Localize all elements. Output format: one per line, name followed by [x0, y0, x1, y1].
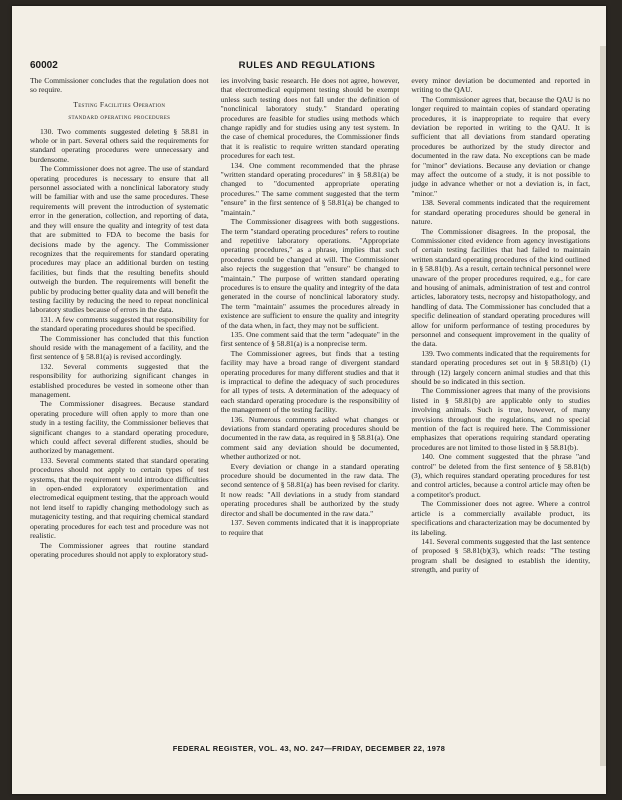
paragraph: 138. Several comments indicated that the requirement for standard operating procedures should be general in nature. — [411, 198, 591, 227]
column-2 — [221, 76, 400, 736]
paragraph: 132. Several comments suggested that the responsibility for authorizing significant changes in established procedures be vested in someone other than management. — [30, 361, 209, 399]
paragraph: The Commissioner disagrees. In the proposal, the Commissioner cited evidence from agency investigations of certain testing facilities that had failed to maintain written standard operating procedures of the kind outlined in § 58.81(b). As a result, certain technical personnel were unaware of the proper procedures required, e.g., for care and housing of animals, administration of test and control articles, laboratory tests, necropsy and histopathology, and handling of data. The Commissioner has concluded that a specific delineation of standard operating procedures will allow for uniform performance of testing procedures by personnel and consequent improvement in the quality of the data. — [411, 226, 591, 349]
paragraph: 135. One comment said that the term "adequate" in the first sentence of § 58.81(a) is a nonprecise term. — [220, 329, 400, 349]
text-columns — [30, 76, 590, 736]
page-header — [30, 60, 584, 74]
paragraph: 130. Two comments suggested deleting § 58.81 in whole or in part. Several others said the requirements for standard operating procedures were unnecessary and burdensome. — [30, 126, 209, 164]
paragraph: The Commissioner does not agree. The use of standard operating procedures is necessary to ensure that all personnel associated with a nonclinical laboratory study will be familiar with and use the same procedures. These requirements will prevent the introduction of systematic error in the generation, collection, and reporting of data, and they will ensure the quality and integrity of test data that are submitted to FDA to become the basis for decisions made by the agency. The Commissioner recognizes that the requirements for standard operating procedures may place an additional burden on testing facilities, but finds that the resulting benefits should outweigh the burden. The requirements will benefit the public by producing better quality data and will benefit the testing facility by reducing the need to repeat nonclinical laboratory studies because of errors in the data. — [30, 164, 209, 315]
paragraph: Every deviation or change in a standard operating procedure should be documented in the raw data. The second sentence of § 58.81(a) has been revised for clarity. It now reads: "All deviations in a study from standard operating procedures shall be authorized by the study director and shall be documented in the raw data." — [220, 461, 400, 518]
paragraph: The Commissioner disagrees with both suggestions. The term "standard operating procedures" refers to routine and repetitive laboratory operations. "Appropriate operating procedures," as a phrase, implies that such procedures could be changed at will. The Commissioner also rejects the suggestion that "ensure" be changed to "maintain." The purpose of written standard operating procedures is to ensure the quality and integrity of the data generated in the course of nonclinical laboratory study. The term "maintain" assumes the procedures already in existence are sufficient to ensure the quality and integrity of the data when, in fact, they may not be sufficient. — [220, 217, 400, 330]
paragraph: 133. Several comments stated that standard operating procedures should not apply to certain types of test systems, that the requirement would introduce difficulties in open-ended exploratory experimentation and electromedical equipment testing, that the approach would not lend itself to rapidly changing methodology such as mutagenicity testing, and that requiring chemical standard operating procedures for each test and procedure was not realistic. — [30, 455, 209, 541]
paragraph: every minor deviation be documented and reported in writing to the QAU. — [411, 76, 591, 95]
section-subheading: standard operating procedures — [68, 114, 171, 122]
section-heading: Testing Facilities Operation — [73, 99, 166, 109]
paragraph: 131. A few comments suggested that responsibility for the standard operating procedures should be specified. — [30, 314, 209, 334]
paragraph: The Commissioner has concluded that this function should reside with the management of a facility, and the first sentence of § 58.81(a) is revised accordingly. — [30, 333, 209, 362]
column-3 — [411, 76, 590, 736]
page-footer: FEDERAL REGISTER, VOL. 43, NO. 247—FRIDAY, DECEMBER 22, 1978 — [172, 744, 446, 753]
paragraph: The Commissioner does not agree. Where a control article is a commercially available product, its specifications and characterization may be documented by its labeling. — [411, 499, 591, 537]
column-1 — [30, 76, 209, 736]
page-number: 60002 — [30, 60, 58, 71]
paragraph: 134. One comment recommended that the phrase "written standard operating procedures" in § 58.81(a) be changed to "documented appropriate operating procedures." The same comment suggested that the term "ensure" in the first sentence of § 58.81(a) be changed to "maintain." — [220, 160, 400, 217]
paragraph: The Commissioner agrees that routine standard operating procedures should not apply to exploratory stud- — [30, 540, 209, 559]
document-page — [12, 6, 606, 794]
page-edge — [600, 46, 606, 766]
paragraph: 140. One comment suggested that the phrase "and control" be deleted from the first sentence of § 58.81(b)(3), which requires standard operating procedures for test and control articles, because a control article may often be a competitor's product. — [411, 452, 591, 499]
running-head: RULES AND REGULATIONS — [238, 60, 376, 71]
paragraph: 137. Seven comments indicated that it is inappropriate to require that — [220, 518, 400, 537]
paragraph: The Commissioner agrees, but finds that a testing facility may have a broad range of divergent standard operating procedures for many different studies and that it is impractical to define the adequacy of such procedures for all types of tests. A determination of the adequacy of each standard operating procedure is the responsibility of the management of the testing facility. — [220, 348, 400, 415]
paragraph: The Commissioner disagrees. Because standard operating procedure will often apply to more than one study in a testing facility, the Commissioner believes that significant changes to a standard operating procedure, which could affect several different studies, should be authorized by management. — [30, 399, 209, 456]
paragraph: ies involving basic research. He does not agree, however, that electromedical equipment testing should be exempt unless such testing does not fall under the definition of "nonclinical laboratory study." Standard operating procedures are feasible for studies using methods which change rapidly and for studies using any test system. In the case of chemical procedures, the Commissioner finds that it is realistic to require written standard operating procedures for each test. — [220, 76, 400, 161]
paragraph: The Commissioner concludes that the regulation does not so require. — [30, 76, 209, 95]
paragraph: 141. Several comments suggested that the last sentence of proposed § 58.81(b)(3), which reads: "The testing program shall be designed to establish the identity, strength, and purity of — [411, 536, 591, 575]
paragraph: 136. Numerous comments asked what changes or deviations from standard operating procedures should be documented in the raw data, as required in § 58.81(a). One comment said any deviation should be documented, whether authorized or not. — [220, 414, 400, 462]
paragraph: 139. Two comments indicated that the requirements for standard operating procedures set out in § 58.81(b) (1) through (12) largely concern animal studies and that this should be so indicated in this section. — [411, 348, 591, 386]
paragraph: The Commissioner agrees that many of the provisions listed in § 58.81(b) are applicable only to studies involving animals. Such is true, however, of many provisions throughout the regulations, and no special mention of the fact is required here. The Commissioner emphasizes that operations requiring standard operating procedures are not limited to those listed in § 58.81(b). — [411, 386, 591, 452]
paragraph: The Commissioner agrees that, because the QAU is no longer required to maintain copies of standard operating procedures, it is inappropriate to require that every deviation be reported in writing to the QAU. It is sufficient that all deviations from standard operating procedures be authorized by the study director and documented in the raw data. No exceptions can be made for "minor" deviations. Because any deviation or change may affect the outcome of a study, it is not possible to judge in advance whether or not a deviation is, in fact, "minor." — [411, 94, 591, 198]
